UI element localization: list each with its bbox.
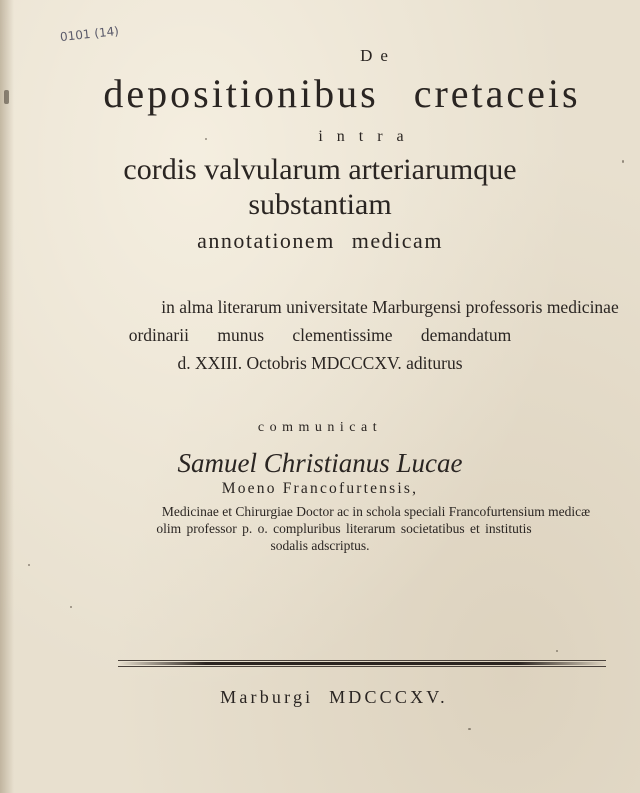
author-title-2: olim professor p. o. compluribus literarum societatibus et institutis bbox=[156, 521, 532, 536]
author-origin: Moeno Francofurtensis, bbox=[221, 480, 419, 497]
title-line-2: cordis valvularum arteriarumque bbox=[123, 153, 517, 186]
paper-speck bbox=[468, 728, 471, 730]
title-line-3: substantiam bbox=[248, 188, 392, 221]
rule-top bbox=[118, 660, 606, 661]
paper-speck bbox=[556, 650, 558, 652]
author-title-3: sodalis adscriptus. bbox=[270, 538, 370, 553]
paper-speck bbox=[70, 606, 72, 608]
rule-thick bbox=[118, 662, 606, 665]
paper-speck bbox=[28, 564, 30, 566]
paper-speck bbox=[622, 160, 624, 163]
title-line-1: depositionibus cretaceis bbox=[103, 71, 581, 116]
handwritten-shelfmark: 0101 (14) bbox=[59, 23, 120, 45]
imprint: Marburgi MDCCCXV. bbox=[220, 687, 448, 707]
occasion-line-2: ordinarii munus clementissime demandatum bbox=[128, 325, 512, 345]
communicat-label: communicat bbox=[257, 420, 383, 435]
paper-speck bbox=[205, 138, 207, 140]
title-intra: intra bbox=[318, 128, 418, 145]
occasion-line-1: in alma literarum universitate Marburgensi professoris medicinae bbox=[161, 297, 619, 317]
author-name: Samuel Christianus Lucae bbox=[177, 448, 463, 478]
page-edge-shadow bbox=[0, 0, 14, 793]
subtitle: annotationem medicam bbox=[197, 228, 443, 253]
author-title-1: Medicinae et Chirurgiae Doctor ac in schola speciali Francofurtensium medicæ bbox=[161, 504, 591, 519]
paper-speck bbox=[4, 90, 9, 104]
rule-bottom bbox=[118, 666, 606, 667]
title-preposition: De bbox=[360, 46, 396, 65]
occasion-line-3: d. XXIII. Octobris MDCCCXV. aditurus bbox=[177, 353, 463, 373]
